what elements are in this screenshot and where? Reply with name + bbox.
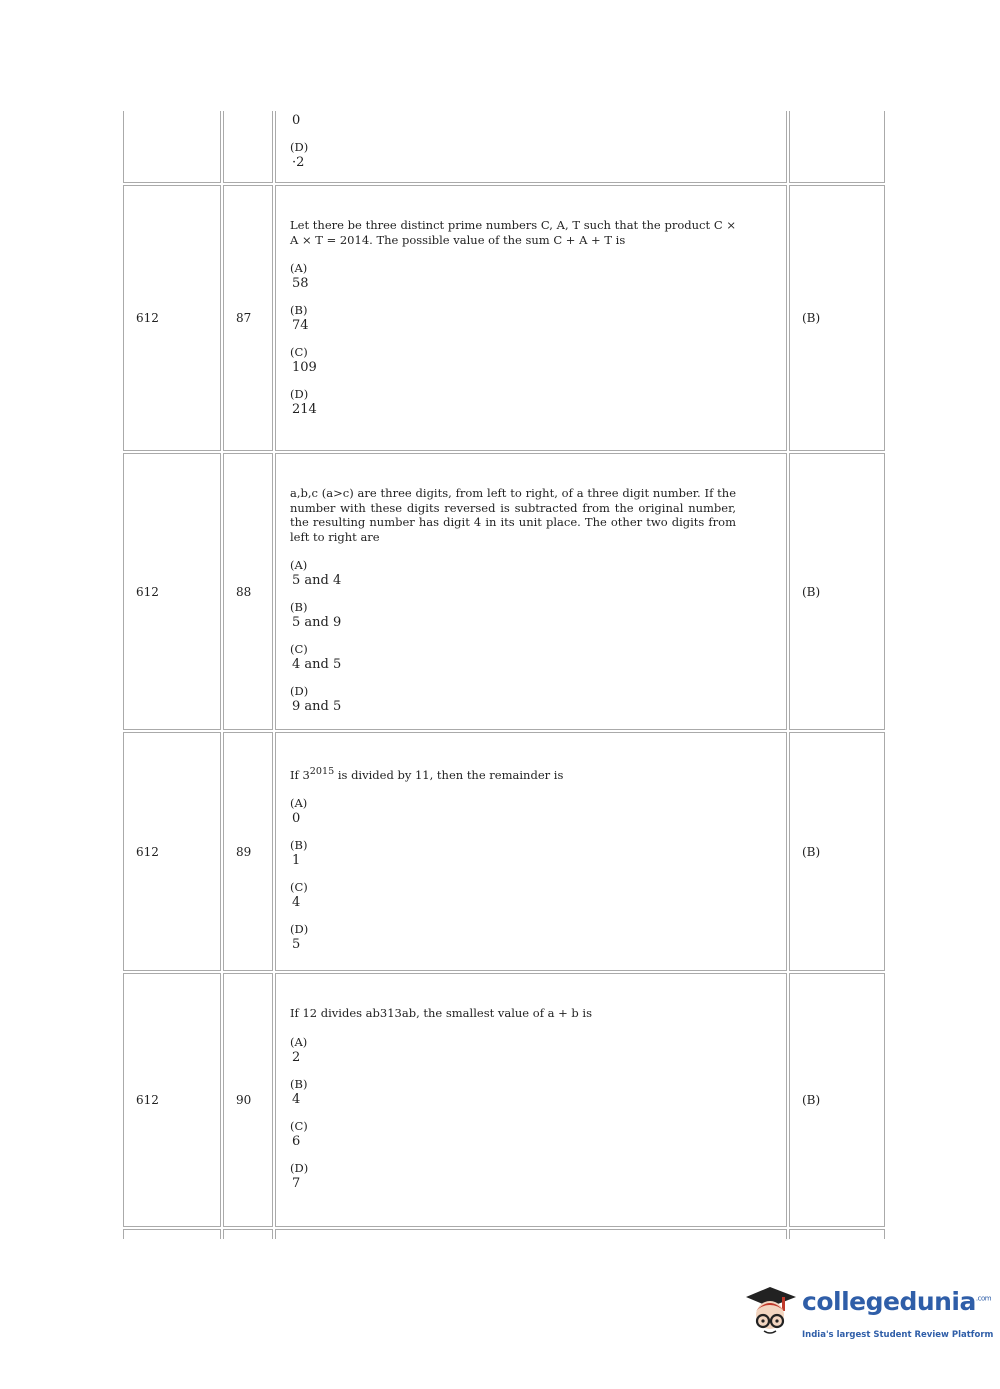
mascot-icon xyxy=(742,1283,800,1353)
paper-code-cell: 612 xyxy=(123,973,221,1227)
answer-cell xyxy=(789,111,885,183)
option-d: (D) 5 xyxy=(290,922,309,953)
question-number-cell: 87 xyxy=(223,185,273,451)
table-row xyxy=(122,184,886,452)
question-cell xyxy=(275,185,787,451)
option-b: (B) 74 xyxy=(290,303,309,333)
question-cell xyxy=(275,732,787,971)
question-cell xyxy=(275,453,787,730)
option-d: (D) 9 and 5 xyxy=(290,684,342,714)
question-text: Let there be three distinct prime numbers C, A, T such that the product C × A × T = 2014. The possible value of the sum C + A + T is xyxy=(290,218,736,247)
answer-cell: (B) xyxy=(789,732,885,971)
table-row xyxy=(122,972,886,1228)
question-number-cell: 89 xyxy=(223,732,273,971)
option-a: (A) 5 and 4 xyxy=(290,558,342,588)
question-number-cell: 90 xyxy=(223,973,273,1227)
question-cell xyxy=(275,111,787,183)
answer-cell: (B) xyxy=(789,973,885,1227)
question-text: a,b,c (a>c) are three digits, from left to right, of a three digit number. If the number with these digits reversed is subtracted from the original number, the resulting number has digit 4 in its unit place. The other two digits from left to right are xyxy=(290,486,736,544)
paper-code-cell: 612 xyxy=(123,453,221,730)
collegedunia-logo[interactable] xyxy=(742,1283,994,1353)
answer-cell: (B) xyxy=(789,453,885,730)
paper-code-cell: 612 xyxy=(123,732,221,971)
logo-wordmark: collegedunia$^{.com}$ xyxy=(802,1287,992,1316)
paper-code-cell xyxy=(123,111,221,183)
option-d: (D) 214 xyxy=(290,387,317,417)
option-a: (A) 58 xyxy=(290,261,309,291)
option-b: (B) 1 xyxy=(290,838,308,869)
table-row-stub xyxy=(122,1228,886,1240)
question-cell xyxy=(275,973,787,1227)
option-a: (A) 0 xyxy=(290,796,308,827)
option-c: (C) 4 and 5 xyxy=(290,642,342,672)
option: (D) ·2 xyxy=(290,140,309,170)
option-c: (C) 109 xyxy=(290,345,317,375)
question-number-cell: 88 xyxy=(223,453,273,730)
questions-table xyxy=(122,110,886,1240)
option-b: (B) 5 and 9 xyxy=(290,600,342,630)
table-row xyxy=(122,731,886,972)
question-text: If 12 divides ab313ab, the smallest value of a + b is xyxy=(290,1006,593,1020)
option-d: (D) 7 xyxy=(290,1160,309,1191)
question-number-cell xyxy=(223,111,273,183)
question-text: If $3^{2015}$ is divided by 11, then the remainder is xyxy=(290,766,564,782)
option: 0 xyxy=(292,113,301,128)
paper-code-cell: 612 xyxy=(123,185,221,451)
table-row xyxy=(122,110,886,184)
logo-tagline: India's largest Student Review Platform xyxy=(802,1330,994,1340)
option-c: (C) 4 xyxy=(290,880,308,911)
option-b: (B) 4 xyxy=(290,1076,308,1107)
option-a: (A) 2 xyxy=(290,1034,308,1065)
option-c: (C) 6 xyxy=(290,1118,308,1149)
table-row xyxy=(122,452,886,731)
answer-cell: (B) xyxy=(789,185,885,451)
